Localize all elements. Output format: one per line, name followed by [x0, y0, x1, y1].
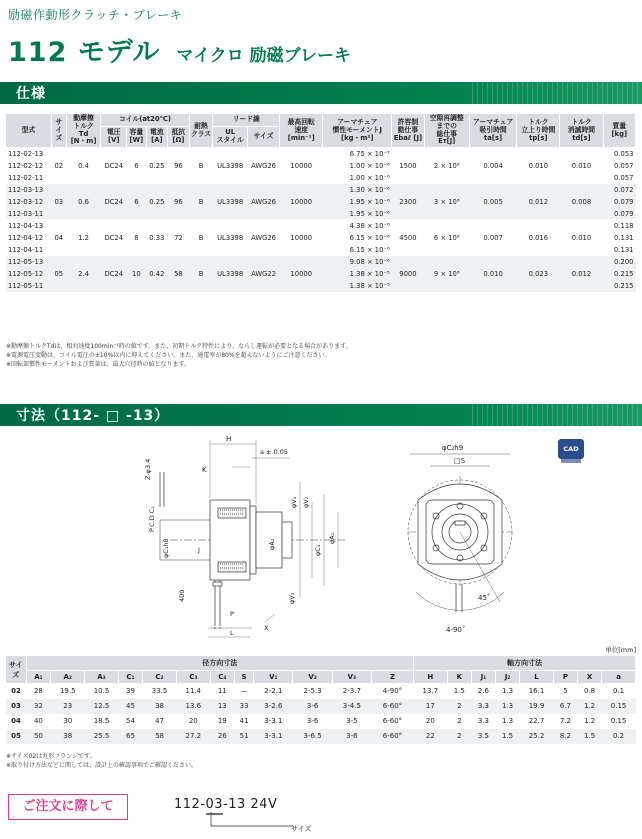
table-cell: 05	[51, 256, 66, 292]
table-row	[6, 220, 636, 232]
label-s: □S	[454, 457, 466, 465]
th-total-work: 空隙再調整 までの 総仕事 Eт[J]	[424, 114, 469, 148]
table-cell: 0.131	[614, 233, 634, 242]
table-cell: 10000	[280, 184, 323, 220]
order-code: 112-03-13 24V	[174, 797, 278, 812]
table-cell: 6.75 × 10⁻⁷	[323, 148, 392, 160]
model-subtitle: マイクロ 励磁ブレーキ	[176, 46, 351, 66]
table-cell: 3-2.6	[254, 699, 293, 714]
table-cell: 0.4	[66, 148, 100, 184]
table-cell: 0.010	[560, 148, 603, 184]
table-cell: 0.008	[560, 184, 603, 220]
table-cell: 1.00 × 10⁻⁶	[349, 173, 390, 182]
dim-column-header: L	[520, 671, 554, 684]
dim-size-cell: 03	[6, 699, 26, 714]
table-cell: 04	[51, 220, 66, 256]
table-cell: 2 × 10⁶	[424, 148, 469, 184]
table-cell: 0.215	[603, 268, 635, 280]
table-cell: 0.010	[517, 148, 560, 184]
table-cell: 112-04-11	[8, 245, 44, 254]
table-cell: 112-02-13	[6, 148, 51, 160]
table-cell: 6-60°	[382, 717, 403, 725]
dim-column-header: V₃	[332, 671, 371, 684]
dim-size-cell: 04	[11, 717, 21, 725]
table-cell: 51	[234, 729, 253, 744]
table-cell: 7.2	[559, 717, 571, 725]
table-cell: 96	[168, 184, 190, 220]
table-cell: 1.38 × 10⁻⁵	[323, 268, 392, 280]
table-cell: 30	[63, 717, 73, 725]
table-cell: 0.42	[146, 256, 168, 292]
table-cell: 112-05-11	[6, 280, 51, 292]
table-cell: 13	[210, 699, 234, 714]
th-lead: リード線	[213, 114, 280, 126]
table-cell: DC24	[101, 184, 127, 220]
model-title: 112 モデル	[8, 37, 161, 68]
table-cell: 28	[33, 687, 43, 696]
table-cell: 19.5	[59, 687, 76, 696]
table-cell: 65	[118, 729, 142, 744]
table-cell: 3.3	[477, 717, 489, 725]
table-cell: 2-3.7	[342, 687, 361, 696]
th-torque: 動摩擦 トルク Td [N・m]	[66, 114, 100, 148]
table-cell: 112-05-12	[6, 268, 51, 280]
th-mass: 質量 [kg]	[603, 114, 635, 148]
dim-column-header: J₂	[495, 671, 519, 684]
table-cell: 1.2	[583, 717, 596, 725]
dim-column-headers	[6, 671, 636, 684]
table-cell: 1.3	[501, 687, 514, 696]
th-current: 電流 [A]	[146, 126, 168, 148]
table-cell: 0.010	[560, 220, 603, 256]
order-leader-line	[205, 812, 295, 830]
dim-column-header: J₁	[471, 671, 495, 684]
label-490deg: 4-90˚	[446, 626, 466, 634]
note-line: ※回転部慣性モーメントおよび質量は、最大穴径時の値となります。	[6, 361, 191, 368]
table-cell: 3.5	[471, 729, 495, 744]
table-row	[6, 256, 636, 268]
table-cell: 32	[26, 699, 51, 714]
th-lead-size: サイズ	[247, 126, 279, 148]
table-cell: 6.7	[553, 699, 577, 714]
table-cell: 58	[168, 256, 190, 292]
table-cell: 39	[126, 687, 135, 696]
table-cell: 6-60°	[371, 729, 413, 744]
table-cell: —	[240, 687, 248, 696]
th-heat-class: 耐熱 クラス	[189, 114, 213, 148]
dim-column-header: V₁	[254, 671, 293, 684]
th-voltage: 電圧 [V]	[101, 126, 127, 148]
table-cell: DC24	[101, 148, 127, 184]
th-model: 型式	[6, 114, 51, 148]
table-cell: 0.005	[469, 184, 516, 220]
page-title	[8, 30, 351, 69]
table-cell: 3 × 10⁶	[424, 184, 469, 220]
table-cell: AWG26	[247, 148, 279, 184]
table-cell: 38	[51, 729, 85, 744]
dim-column-header: H	[413, 671, 447, 684]
table-cell: 13.6	[176, 699, 210, 714]
table-cell: 33.5	[151, 687, 168, 696]
th-radial: 径方向寸法	[26, 656, 413, 671]
th-capacity: 容量 [W]	[127, 126, 146, 148]
table-cell: 0.25	[146, 148, 168, 184]
dim-column-header: C₂	[143, 671, 177, 684]
label-p: P	[230, 610, 234, 618]
table-cell: 33	[234, 699, 253, 714]
th-attract: アーマチュア 吸引時間 ta[s]	[469, 114, 516, 148]
label-c4: φC₄	[314, 544, 322, 556]
bar-decoration	[472, 404, 642, 426]
dim-column-header: A₃	[85, 671, 119, 684]
dimension-table	[6, 656, 636, 744]
table-cell: 4500	[392, 220, 424, 256]
table-cell: 10000	[280, 220, 323, 256]
th-decay: トルク 消滅時間 td[s]	[560, 114, 603, 148]
table-cell: 3.3	[471, 699, 495, 714]
table-cell: 0.072	[603, 184, 635, 196]
table-cell: 2.6	[477, 687, 489, 696]
table-cell: 9 × 10⁶	[424, 256, 469, 292]
table-cell: 112-04-12	[8, 233, 44, 242]
table-cell: 0.007	[469, 220, 516, 256]
th-work: 許容制 動仕事 Ebaℓ [J]	[392, 114, 424, 148]
dims-section-bar	[0, 404, 642, 426]
label-x: X	[264, 624, 269, 632]
label-ch9: φC₂h9	[442, 444, 464, 452]
table-cell: 2-5.3	[303, 687, 322, 696]
label-v2: φV₂	[302, 496, 310, 508]
table-cell: 1.5	[495, 729, 519, 744]
label-45deg: 45˚	[478, 594, 491, 602]
table-cell: 0.004	[469, 148, 516, 184]
dim-column-header: A₁	[26, 671, 51, 684]
th-coil: コイル(at20℃)	[101, 114, 189, 126]
cad-download-icon[interactable]: CAD	[558, 439, 584, 459]
table-cell: 112-02-11	[8, 173, 44, 182]
table-cell: 02	[51, 148, 66, 184]
table-cell: 3-6	[306, 717, 319, 725]
label-v3: φV₃	[288, 592, 296, 604]
table-cell: 16.1	[528, 687, 545, 696]
table-cell: 20	[425, 717, 435, 725]
table-cell: 58	[143, 729, 177, 744]
table-cell: 112-04-13	[6, 220, 51, 232]
unit-label: 単位[mm]	[605, 646, 636, 654]
label-j: J	[198, 546, 200, 554]
table-cell: 47	[155, 717, 164, 725]
table-cell: 11	[217, 687, 227, 696]
table-cell: 96	[168, 148, 190, 184]
note-line: ※動摩擦トルクTdは、相対速度100min⁻¹時の値です。また、初期トルク特性により、ならし運転が必要となる場合があります。	[6, 343, 352, 350]
table-cell: 3-6	[293, 699, 332, 714]
table-cell: 38	[143, 699, 177, 714]
dim-size-cell: 05	[6, 729, 26, 744]
table-cell: 0.15	[602, 699, 636, 714]
table-cell: 1.38 × 10⁻⁵	[323, 280, 392, 292]
table-cell: B	[189, 184, 213, 220]
dims-section-title: 寸法（112- □ -13）	[16, 408, 170, 424]
th-max-speed: 最高回転 速度 [min⁻¹]	[280, 114, 323, 148]
table-cell: 25.5	[85, 729, 119, 744]
table-cell: 112-03-11	[6, 208, 51, 220]
table-cell: 5	[563, 687, 568, 696]
table-cell: 26	[210, 729, 234, 744]
table-cell: 2300	[392, 184, 424, 220]
table-cell: 1.30 × 10⁻⁶	[323, 184, 392, 196]
spec-table-body	[6, 148, 636, 292]
spec-section-bar	[0, 82, 642, 104]
table-cell: AWG26	[247, 220, 279, 256]
th-resistance: 抵抗 [Ω]	[168, 126, 190, 148]
label-a1: φA₁	[328, 532, 336, 544]
table-cell: 3-6	[332, 729, 371, 744]
table-cell: 1.95 × 10⁻⁶	[323, 196, 392, 208]
table-cell: 1.2	[578, 699, 602, 714]
table-cell: 0.012	[517, 184, 560, 220]
table-cell: 2	[457, 717, 462, 725]
table-cell: 0.118	[603, 220, 635, 232]
table-cell: 3-3.1	[254, 729, 293, 744]
table-row	[6, 684, 636, 699]
size-label: サイズ	[291, 825, 312, 833]
table-cell: 0.079	[603, 196, 635, 208]
label-v1: φV₁	[290, 496, 298, 508]
spec-section-title: 仕様	[16, 86, 46, 102]
bar-decoration	[472, 82, 642, 104]
table-cell: 0.6	[66, 184, 100, 220]
table-cell: 23	[51, 699, 85, 714]
label-c1: φC₁h8	[162, 538, 170, 558]
table-cell: 0.8	[583, 687, 596, 696]
table-cell: 6.15 × 10⁻⁶	[349, 233, 390, 242]
table-cell: 3-3.1	[264, 717, 283, 725]
dim-column-header: A₂	[51, 671, 85, 684]
table-cell: 0.1	[612, 687, 625, 696]
dim-column-header: Z	[371, 671, 413, 684]
dim-notes	[6, 752, 197, 770]
table-cell: UL3398	[213, 184, 247, 220]
page-subtitle: 励磁作動形クラッチ・ブレーキ	[8, 8, 183, 22]
label-z: Z-φ3.4	[144, 458, 152, 480]
table-cell: 8	[127, 220, 146, 256]
table-cell: B	[189, 148, 213, 184]
table-cell: 0.2	[602, 729, 636, 744]
front-view	[408, 454, 512, 612]
table-cell: 40	[33, 717, 43, 725]
table-row	[6, 729, 636, 744]
dim-column-header: C₃	[176, 671, 210, 684]
table-row	[6, 184, 636, 196]
table-cell: 1.5	[453, 687, 465, 696]
table-cell: 19	[217, 717, 227, 725]
table-cell: AWG22	[247, 256, 279, 292]
table-cell: 2.4	[66, 256, 100, 292]
table-cell: 1.3	[501, 717, 514, 725]
table-cell: DC24	[101, 220, 127, 256]
table-cell: 0.131	[614, 245, 634, 254]
table-cell: 1.3	[495, 699, 519, 714]
dim-column-header: C₁	[118, 671, 142, 684]
dim-size-cell: 02	[11, 687, 21, 696]
table-row	[6, 714, 636, 729]
note-line: ※電源電圧変動は、コイル電圧の±10%以内に抑えてください。また、通電率が80%を超えないようにご注意ください。	[6, 352, 331, 359]
table-cell: 10000	[280, 148, 323, 184]
table-cell: 10.5	[93, 687, 110, 696]
table-cell: 8.2	[553, 729, 577, 744]
label-K: K	[202, 466, 207, 474]
table-cell: 2	[447, 699, 471, 714]
table-cell: 72	[168, 220, 190, 256]
table-cell: 0.023	[517, 256, 560, 292]
table-cell: 9.08 × 10⁻⁶	[323, 256, 392, 268]
table-cell: 45	[118, 699, 142, 714]
order-label: ご注文に際して	[8, 794, 128, 820]
table-cell: B	[189, 256, 213, 292]
dim-column-header: a	[602, 671, 636, 684]
th-size: サイズ	[51, 114, 66, 148]
table-cell: 1.5	[578, 729, 602, 744]
table-cell: 112-03-12	[6, 196, 51, 208]
note-line: ※取り付け方法などに関しては、設計上の確認事項でご確認ください。	[6, 762, 198, 769]
table-cell: 0.079	[603, 208, 635, 220]
table-row	[6, 148, 636, 160]
table-cell: UL3398	[213, 220, 247, 256]
table-cell: 0.053	[603, 148, 635, 160]
table-cell: UL3398	[213, 256, 247, 292]
table-cell: 20	[188, 717, 198, 725]
table-cell: 0.057	[614, 161, 634, 170]
table-cell: 112-03-13	[6, 184, 51, 196]
table-cell: 0.200	[603, 256, 635, 268]
th-axial: 軸方向寸法	[413, 656, 635, 671]
table-cell: 50	[26, 729, 51, 744]
table-cell: 112-05-13	[6, 256, 51, 268]
table-cell: 1.95 × 10⁻⁶	[323, 208, 392, 220]
table-cell: 11.4	[185, 687, 202, 696]
dim-column-header: P	[553, 671, 577, 684]
table-cell: 19.9	[520, 699, 554, 714]
table-cell: 6 × 10⁶	[424, 220, 469, 256]
table-cell: 1.00 × 10⁻⁶	[349, 161, 390, 170]
table-cell: 4-90°	[382, 687, 403, 696]
table-cell: 4.38 × 10⁻⁶	[323, 220, 392, 232]
label-H: H	[226, 435, 232, 443]
table-cell: 9000	[392, 256, 424, 292]
table-cell: 13.7	[422, 687, 439, 696]
table-cell: 0.016	[517, 220, 560, 256]
th-rise: トルク 立上り時間 tp[s]	[517, 114, 560, 148]
table-cell: 6.15 × 10⁻⁶	[349, 245, 390, 254]
table-cell: AWG26	[247, 184, 279, 220]
th-dim-size: サイズ	[6, 656, 26, 684]
table-cell: 6-60°	[371, 699, 413, 714]
table-cell: 17	[413, 699, 447, 714]
dim-column-header: C₄	[210, 671, 234, 684]
table-cell: 6	[127, 148, 146, 184]
th-ul-style: UL スタイル	[213, 126, 247, 148]
table-cell: 112-02-12	[8, 161, 44, 170]
dim-column-header: S	[234, 671, 253, 684]
dim-table-body	[6, 684, 636, 744]
table-cell: 22.7	[528, 717, 545, 725]
table-row	[6, 699, 636, 714]
technical-drawing	[140, 432, 540, 642]
dim-column-header: V₂	[293, 671, 332, 684]
table-cell: 41	[239, 717, 249, 725]
table-cell: 10000	[280, 256, 323, 292]
table-cell: 0.33	[146, 220, 168, 256]
table-cell: 3-5	[346, 717, 358, 725]
label-a: a ± 0.05	[260, 448, 289, 456]
note-line: ※サイズ02は丸形フランジです。	[6, 753, 96, 760]
table-cell: 1.2	[66, 220, 100, 256]
table-cell: 0.15	[610, 717, 627, 725]
table-cell: 0.010	[469, 256, 516, 292]
table-cell: 54	[126, 717, 135, 725]
table-cell: 6	[127, 184, 146, 220]
label-a2: φA₂	[268, 538, 276, 550]
table-cell: 0.012	[560, 256, 603, 292]
table-cell: B	[189, 220, 213, 256]
table-cell: 2-2.1	[264, 687, 283, 696]
dim-column-header: K	[447, 671, 471, 684]
table-cell: 18.5	[93, 717, 110, 725]
label-l: L	[230, 629, 234, 637]
table-cell: 25.2	[520, 729, 554, 744]
table-cell: 1500	[392, 148, 424, 184]
table-cell: 3-6.5	[293, 729, 332, 744]
label-400: 400	[178, 589, 186, 602]
spec-notes	[6, 342, 352, 369]
table-cell: 0.057	[614, 173, 634, 182]
table-cell: 0.215	[603, 280, 635, 292]
dim-column-header: X	[578, 671, 602, 684]
table-cell: 22	[413, 729, 447, 744]
spec-table	[6, 114, 636, 292]
table-cell: UL3398	[213, 148, 247, 184]
table-cell: 2	[447, 729, 471, 744]
table-cell: 27.2	[176, 729, 210, 744]
table-cell: 10	[127, 256, 146, 292]
table-cell: 3-4.5	[332, 699, 371, 714]
th-inertia: アーマチュア 慣性モーメントJ [kg・m²]	[323, 114, 392, 148]
table-cell: 12.5	[85, 699, 119, 714]
table-cell: DC24	[101, 256, 127, 292]
table-cell: 0.25	[146, 184, 168, 220]
table-cell: 03	[51, 184, 66, 220]
label-pcd: P.C.D C₂	[148, 506, 156, 532]
